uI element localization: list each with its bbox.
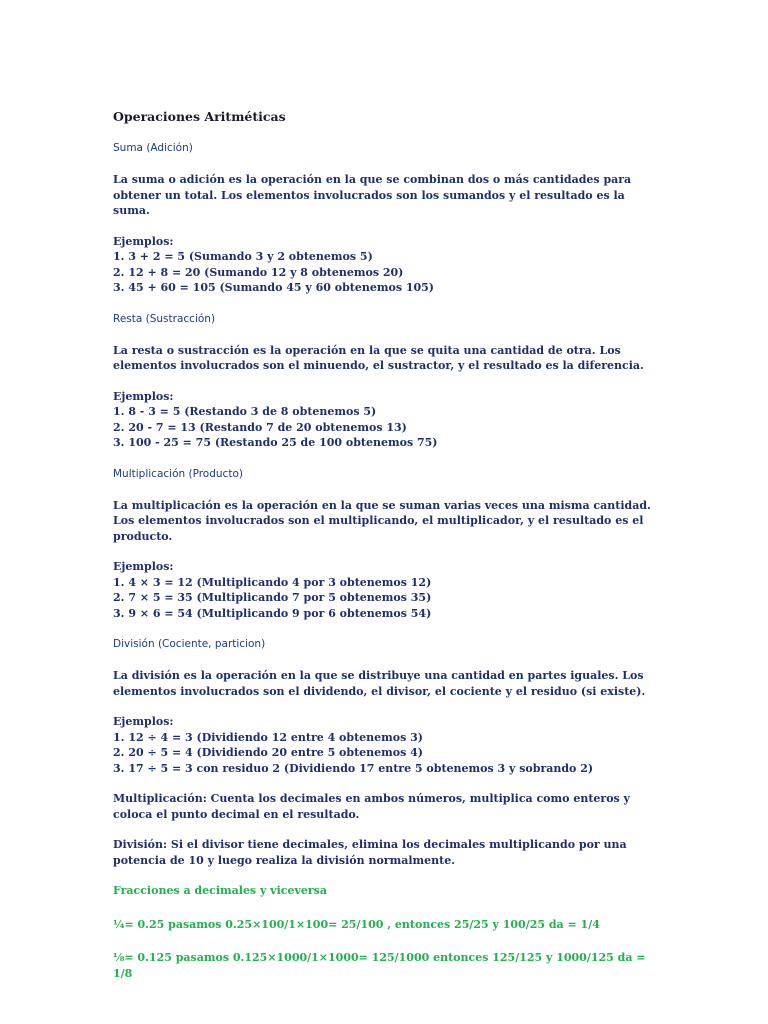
example-line: 3. 17 ÷ 5 = 3 con residuo 2 (Dividiendo 17 entre 5 obtenemos 3 y sobrando 2) — [113, 761, 594, 775]
examples-resta — [113, 389, 653, 451]
fraction-line: ¼= 0.25 pasamos 0.25×100/1×100= 25/100 , entonces 25/25 y 100/25 da = 1/4 — [113, 917, 600, 931]
examples-label: Ejemplos: — [113, 389, 174, 403]
section-description-multiplicacion: La multiplicación es la operación en la que se suman varias veces una misma cantidad. Los elementos involucrados son el multiplicando, el multiplicador, y el resultado es el producto. — [113, 498, 655, 543]
examples-label: Ejemplos: — [113, 234, 174, 248]
section-heading-resta: Resta (Sustracción) — [113, 312, 216, 325]
document-page — [113, 108, 653, 999]
example-line: 2. 20 - 7 = 13 (Restando 7 de 20 obtenemos 13) — [113, 420, 407, 434]
section-heading-division: División (Cociente, particion) — [113, 638, 266, 650]
example-line: 2. 12 + 8 = 20 (Sumando 12 y 8 obtenemos 20) — [113, 265, 404, 279]
note-multiplicacion-decimales: Multiplicación: Cuenta los decimales en ambos números, multiplica como enteros y coloca el punto decimal en el resultado. — [113, 792, 634, 821]
example-line: 2. 20 ÷ 5 = 4 (Dividiendo 20 entre 5 obtenemos 4) — [113, 746, 424, 759]
examples-label: Ejemplos: — [113, 715, 174, 728]
section-description-resta: La resta o sustracción es la operación en la que se quita una cantidad de otra. Los elementos involucrados son el minuendo, el sustractor, y el resultado es la diferencia. — [113, 343, 644, 372]
document-title: Operaciones Aritméticas — [113, 109, 286, 124]
example-line: 1. 12 ÷ 4 = 3 (Dividiendo 12 entre 4 obtenemos 3) — [113, 730, 424, 744]
example-line: 3. 100 - 25 = 75 (Restando 25 de 100 obtenemos 75) — [113, 436, 438, 449]
example-line: 1. 8 - 3 = 5 (Restando 3 de 8 obtenemos 5) — [113, 405, 377, 418]
example-line: 1. 4 × 3 = 12 (Multiplicando 4 por 3 obtenemos 12) — [113, 575, 432, 589]
example-line: 1. 3 + 2 = 5 (Sumando 3 y 2 obtenemos 5) — [113, 250, 373, 263]
fractions-heading: Fracciones a decimales y viceversa — [113, 884, 327, 897]
example-line: 2. 7 × 5 = 35 (Multiplicando 7 por 5 obtenemos 35) — [113, 591, 432, 604]
fraction-line: ⅛= 0.125 pasamos 0.125×1000/1×1000= 125/1000 entonces 125/125 y 1000/125 da = 1/8 — [113, 951, 646, 980]
example-line: 3. 45 + 60 = 105 (Sumando 45 y 60 obtenemos 105) — [113, 281, 435, 294]
section-description-division: La división es la operación en la que se distribuye una cantidad en partes iguales. Los elementos involucrados son el dividendo, el divisor, el cociente y el residuo (si existe). — [113, 669, 648, 698]
section-description-suma: La suma o adición es la operación en la que se combinan dos o más cantidades para obtener un total. Los elementos involucrados son los sumandos y el resultado es la suma. — [113, 173, 636, 217]
examples-label: Ejemplos: — [113, 560, 174, 573]
note-division-decimales: División: Si el divisor tiene decimales, elimina los decimales multiplicando por una potencia de 10 y luego realiza la división normalmente. — [113, 838, 631, 867]
section-heading-multiplicacion: Multiplicación (Producto) — [113, 467, 243, 480]
example-line: 3. 9 × 6 = 54 (Multiplicando 9 por 6 obtenemos 54) — [113, 606, 432, 620]
examples-suma — [113, 234, 653, 296]
examples-division — [113, 714, 653, 776]
examples-multiplicacion — [113, 559, 653, 621]
section-heading-suma: Suma (Adición) — [113, 142, 193, 154]
